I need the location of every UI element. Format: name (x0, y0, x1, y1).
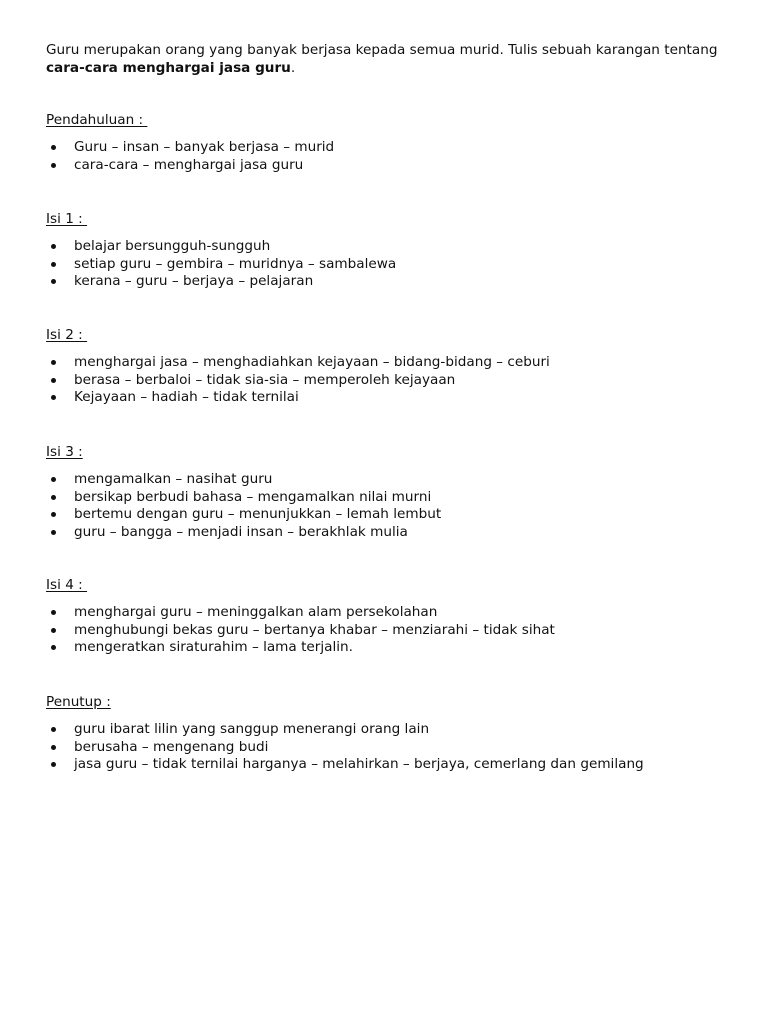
list-item-text: jasa guru – tidak ternilai harganya – melahirkan – berjaya, cemerlang dan gemilang (74, 756, 644, 772)
list-item-text: menghargai jasa – menghadiahkan kejayaan – bidang-bidang – ceburi (74, 354, 550, 370)
bullet-icon (51, 279, 56, 284)
list-item-text: bersikap berbudi bahasa – mengamalkan nilai murni (74, 488, 432, 505)
bullet-icon (51, 360, 56, 365)
bullet-icon (51, 745, 56, 750)
bullet-icon (51, 727, 56, 732)
list-item-text: berusaha – mengenang budi (74, 738, 269, 755)
list-item (46, 721, 726, 739)
bullet-icon (51, 628, 56, 633)
list-item (46, 354, 726, 372)
list-item (46, 604, 726, 622)
section-isi-2 (46, 327, 726, 407)
list-item (46, 524, 726, 542)
bullet-list (46, 604, 726, 657)
list-item (46, 372, 726, 390)
list-item-text: bertemu dengan guru – menunjukkan – lemah lembut (74, 506, 442, 522)
list-item-text: menghargai guru – meninggalkan alam persekolahan (74, 604, 438, 620)
section-heading: Isi 1 : (46, 211, 88, 227)
list-item (46, 489, 726, 507)
list-item-text: berasa – berbaloi – tidak sia-sia – memperoleh kejayaan (74, 371, 456, 388)
bullet-icon (51, 395, 56, 400)
list-item (46, 273, 726, 291)
list-item (46, 389, 726, 407)
section-isi-4 (46, 577, 726, 657)
list-item-text: Kejayaan – hadiah – tidak ternilai (74, 389, 299, 405)
list-item-text: cara-cara – menghargai jasa guru (74, 156, 304, 173)
bullet-icon (51, 610, 56, 615)
list-item-text: mengeratkan siraturahim – lama terjalin. (74, 639, 353, 655)
list-item (46, 256, 726, 274)
bullet-icon (51, 512, 56, 517)
section-heading: Penutup : (46, 694, 111, 710)
section-heading: Pendahuluan : (46, 112, 148, 128)
bullet-list (46, 471, 726, 541)
bullet-icon (51, 645, 56, 650)
list-item (46, 157, 726, 175)
intro-text: Guru merupakan orang yang banyak berjasa kepada semua murid. Tulis sebuah karangan tentang (46, 42, 718, 58)
list-item-text: guru ibarat lilin yang sanggup menerangi orang lain (74, 721, 430, 737)
bullet-icon (51, 762, 56, 767)
bullet-icon (51, 163, 56, 168)
section-isi-1 (46, 211, 726, 291)
bullet-icon (51, 378, 56, 383)
section-pendahuluan (46, 112, 726, 174)
list-item-text: mengamalkan – nasihat guru (74, 471, 273, 487)
list-item (46, 238, 726, 256)
bullet-icon (51, 262, 56, 267)
list-item-text: belajar bersungguh-sungguh (74, 238, 271, 254)
section-isi-3 (46, 444, 726, 541)
section-heading: Isi 3 : (46, 444, 83, 460)
intro-end: . (290, 59, 296, 76)
list-item (46, 739, 726, 757)
bullet-icon (51, 495, 56, 500)
intro-bold-topic: cara-cara menghargai jasa guru (46, 59, 291, 76)
list-item-text: kerana – guru – berjaya – pelajaran (74, 273, 314, 289)
list-item-text: Guru – insan – banyak berjasa – murid (74, 139, 335, 155)
bullet-list (46, 354, 726, 407)
list-item-text: guru – bangga – menjadi insan – berakhlak mulia (74, 523, 408, 540)
section-penutup (46, 694, 726, 774)
bullet-list (46, 139, 726, 174)
list-item (46, 756, 726, 774)
list-item (46, 622, 726, 640)
section-heading: Isi 4 : (46, 577, 88, 593)
bullet-list (46, 721, 726, 774)
bullet-icon (51, 145, 56, 150)
intro-paragraph (46, 42, 726, 77)
list-item-text: setiap guru – gembira – muridnya – sambalewa (74, 255, 397, 272)
bullet-icon (51, 530, 56, 535)
list-item (46, 639, 726, 657)
list-item (46, 139, 726, 157)
list-item-text: menghubungi bekas guru – bertanya khabar – menziarahi – tidak sihat (74, 621, 555, 638)
section-heading: Isi 2 : (46, 327, 88, 343)
bullet-icon (51, 244, 56, 249)
bullet-list (46, 238, 726, 291)
list-item (46, 506, 726, 524)
list-item (46, 471, 726, 489)
bullet-icon (51, 477, 56, 482)
